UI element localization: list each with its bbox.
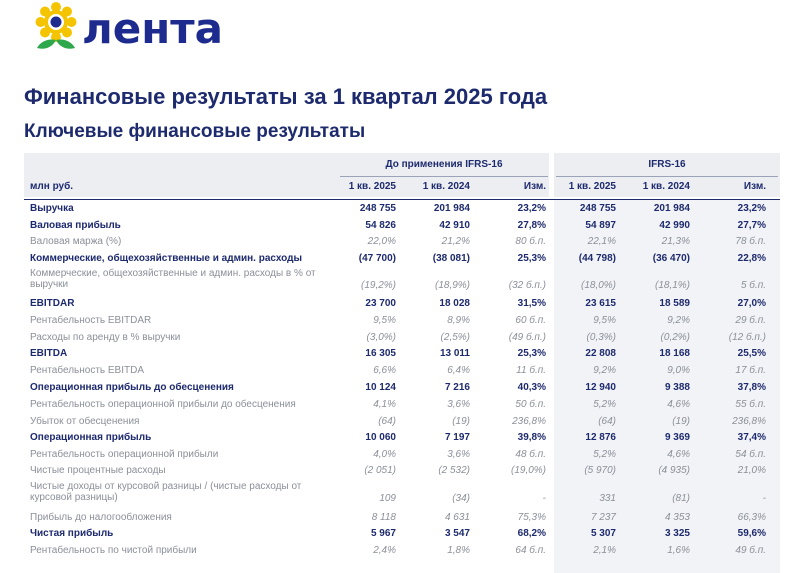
row-value: (3,0%) [366, 332, 396, 343]
row-value: 5 б.п. [740, 280, 766, 291]
row-value: 3,6% [447, 449, 470, 460]
row-value: 40,3% [517, 382, 546, 393]
row-value: 48 б.п. [515, 449, 546, 460]
row-value: (47 700) [358, 253, 396, 264]
row-value: 7 237 [590, 512, 616, 523]
row-value: 4,6% [667, 399, 690, 410]
row-value: 9,5% [593, 315, 616, 326]
row-value: 5,2% [593, 449, 616, 460]
row-value: 31,5% [517, 298, 546, 309]
row-label: Выручка [30, 203, 74, 214]
row-value: (81) [672, 493, 690, 504]
row-value: 9,2% [593, 365, 616, 376]
row-value: 3 547 [444, 528, 470, 539]
row-value: 4,1% [373, 399, 396, 410]
row-value: 236,8% [512, 416, 546, 427]
row-value: 23 700 [365, 298, 396, 309]
col-header: 1 кв. 2025 [568, 181, 616, 192]
col-header: 1 кв. 2024 [422, 181, 470, 192]
group-underline-right [556, 176, 778, 177]
row-value: 29 б.п. [735, 315, 766, 326]
row-label: Рентабельность по чистой прибыли [30, 545, 197, 556]
col-header: Изм. [523, 181, 546, 192]
row-label: Убыток от обесценения [30, 416, 140, 427]
row-value: 27,0% [737, 298, 766, 309]
row-value: 18 028 [439, 298, 470, 309]
row-value: 12 876 [585, 432, 616, 443]
group-header-pre-ifrs16: До применения IFRS-16 [385, 159, 503, 170]
row-value: 3 325 [664, 528, 690, 539]
row-value: (19,0%) [510, 465, 546, 476]
row-value: 201 984 [653, 203, 690, 214]
brand-wordmark: лента [82, 4, 223, 53]
row-label: Коммерческие, общехозяйственные и админ. расходы в % от выручки [30, 268, 316, 290]
row-value: 248 755 [579, 203, 616, 214]
row-label: EBITDA [30, 348, 68, 359]
row-value: 6,6% [373, 365, 396, 376]
row-value: 248 755 [359, 203, 396, 214]
row-value: 9 388 [664, 382, 690, 393]
row-value: 23 615 [585, 298, 616, 309]
row-value: 5 307 [590, 528, 616, 539]
row-value: (34) [452, 493, 470, 504]
row-value: (36 470) [652, 253, 690, 264]
row-value: (4 935) [658, 465, 690, 476]
row-value: (0,3%) [586, 332, 616, 343]
row-value: 331 [599, 493, 616, 504]
row-value: (12 б.п.) [728, 332, 766, 343]
row-label: Рентабельность операционной прибыли [30, 449, 219, 460]
row-value: (5 970) [584, 465, 616, 476]
row-value: 59,6% [737, 528, 766, 539]
row-value: 25,3% [517, 348, 546, 359]
row-value: 22,1% [587, 236, 616, 247]
row-value: 27,8% [517, 220, 546, 231]
row-value: 4,0% [373, 449, 396, 460]
row-value: 60 б.п. [515, 315, 546, 326]
col-header: 1 кв. 2024 [642, 181, 690, 192]
row-value: 7 216 [444, 382, 470, 393]
row-value: 50 б.п. [515, 399, 546, 410]
row-value: 64 б.п. [515, 545, 546, 556]
row-value: (2,5%) [440, 332, 470, 343]
row-value: 8 118 [371, 512, 396, 523]
row-value: 5 967 [370, 528, 396, 539]
row-value: 2,1% [593, 545, 616, 556]
unit-label: млн руб. [30, 181, 74, 192]
row-value: 54 826 [365, 220, 396, 231]
row-value: - [762, 493, 766, 504]
row-value: 9 369 [664, 432, 690, 443]
row-value: 4 353 [664, 512, 690, 523]
row-label: Чистая прибыль [30, 528, 114, 539]
row-value: (32 б.п.) [508, 280, 546, 291]
row-value: 18 168 [659, 348, 690, 359]
row-value: 49 б.п. [735, 545, 766, 556]
group-underline-left [340, 176, 548, 177]
row-value: 11 б.п. [516, 365, 546, 376]
row-value: 54 897 [585, 220, 616, 231]
row-value: 37,4% [737, 432, 766, 443]
row-value: 25,5% [737, 348, 766, 359]
row-value: (18,0%) [580, 280, 616, 291]
section-subtitle: Ключевые финансовые результаты [24, 121, 366, 142]
row-value: 109 [379, 493, 396, 504]
row-value: 1,8% [447, 545, 470, 556]
row-label: Чистые процентные расходы [30, 465, 166, 476]
col-header: Изм. [743, 181, 766, 192]
row-value: 37,8% [737, 382, 766, 393]
row-value: 25,3% [517, 253, 546, 264]
row-value: 13 011 [439, 348, 470, 359]
row-value: 10 124 [365, 382, 396, 393]
row-value: (38 081) [432, 253, 470, 264]
row-value: (19) [452, 416, 470, 427]
row-value: (64) [378, 416, 396, 427]
row-value: (2 532) [438, 465, 470, 476]
row-label: Рентабельность EBITDA [30, 365, 145, 376]
row-value: (19) [672, 416, 690, 427]
row-value: 9,5% [373, 315, 396, 326]
row-value: 21,0% [737, 465, 766, 476]
row-value: 75,3% [517, 512, 546, 523]
row-value: 39,8% [517, 432, 546, 443]
row-value: 4,6% [667, 449, 690, 460]
row-label: Прибыль до налогообложения [30, 512, 172, 523]
row-label: Операционная прибыль до обесценения [30, 382, 234, 393]
row-value: 17 б.п. [735, 365, 766, 376]
row-value: 12 940 [585, 382, 616, 393]
row-value: 10 060 [365, 432, 396, 443]
row-value: 23,2% [737, 203, 766, 214]
header-divider [24, 199, 780, 200]
row-value: 27,7% [737, 220, 766, 231]
row-value: 22,8% [737, 253, 766, 264]
row-value: (44 798) [578, 253, 616, 264]
row-value: 2,4% [373, 545, 396, 556]
row-value: (18,1%) [654, 280, 690, 291]
row-value: (49 б.п.) [508, 332, 546, 343]
row-value: 8,9% [447, 315, 470, 326]
row-value: (0,2%) [660, 332, 690, 343]
row-value: 22 808 [585, 348, 616, 359]
row-value: 4 631 [444, 512, 470, 523]
row-value: 6,4% [447, 365, 470, 376]
row-value: 23,2% [517, 203, 546, 214]
row-value: 42 990 [659, 220, 690, 231]
brand-logo [34, 2, 223, 54]
row-label: Рентабельность операционной прибыли до обесценения [30, 399, 296, 410]
row-value: 236,8% [732, 416, 766, 427]
row-value: (64) [598, 416, 616, 427]
row-value: 9,2% [667, 315, 690, 326]
row-value: 55 б.п. [735, 399, 766, 410]
row-value: 5,2% [593, 399, 616, 410]
row-value: 16 305 [365, 348, 396, 359]
group-header-ifrs16: IFRS-16 [648, 159, 686, 170]
row-value: 66,3% [737, 512, 766, 523]
row-value: 3,6% [447, 399, 470, 410]
row-value: 21,2% [441, 236, 470, 247]
row-label: Валовая прибыль [30, 220, 121, 231]
row-value: 9,0% [667, 365, 690, 376]
row-value: 42 910 [439, 220, 470, 231]
row-label: Валовая маржа (%) [30, 236, 122, 247]
row-value: 78 б.п. [735, 236, 766, 247]
row-value: 18 589 [659, 298, 690, 309]
row-value: 201 984 [433, 203, 470, 214]
row-label: Коммерческие, общехозяйственные и админ. расходы [30, 253, 303, 264]
row-value: (19,2%) [360, 280, 396, 291]
page-title: Финансовые результаты за 1 квартал 2025 года [24, 84, 548, 109]
row-value: (18,9%) [434, 280, 470, 291]
row-label: EBITDAR [30, 298, 75, 309]
row-label: Рентабельность EBITDAR [30, 315, 152, 326]
col-header: 1 кв. 2025 [348, 181, 396, 192]
row-value: 1,6% [667, 545, 690, 556]
row-value: 68,2% [517, 528, 546, 539]
row-value: 7 197 [444, 432, 470, 443]
row-label: Операционная прибыль [30, 432, 152, 443]
row-value: (2 051) [364, 465, 396, 476]
row-label: Расходы по аренду в % выручки [30, 332, 181, 343]
row-value: 54 б.п. [735, 449, 766, 460]
row-label: Чистые доходы от курсовой разницы / (чистые расходы от курсовой разницы) [30, 481, 302, 503]
row-value: 80 б.п. [515, 236, 546, 247]
row-value: 22,0% [367, 236, 396, 247]
row-value: - [542, 493, 546, 504]
flower-logo-icon [34, 2, 78, 54]
row-value: 21,3% [661, 236, 690, 247]
